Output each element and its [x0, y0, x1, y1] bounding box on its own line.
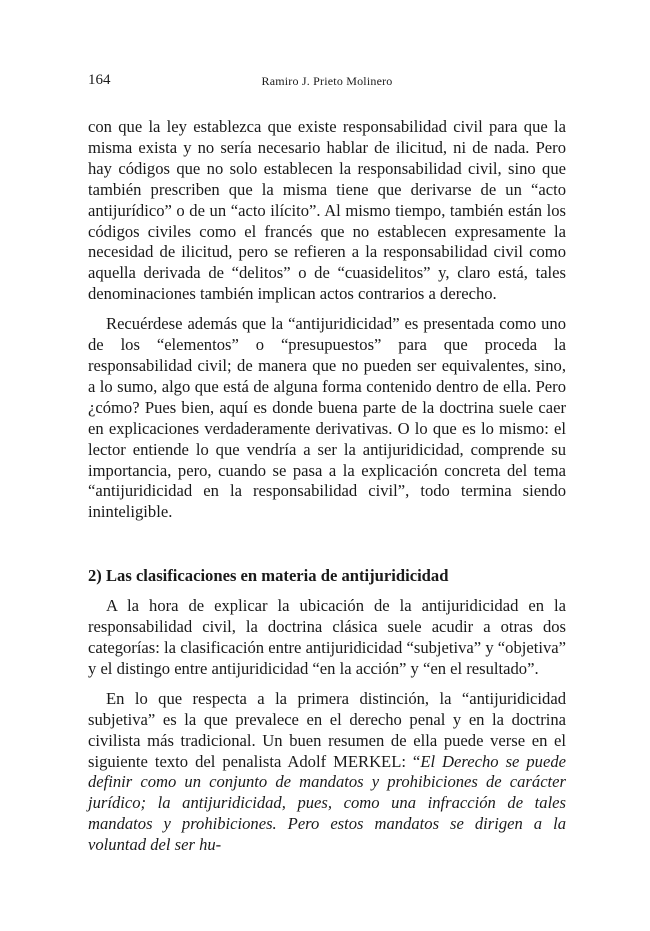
section-heading: 2) Las clasificaciones en materia de antijuridicidad — [88, 566, 449, 586]
merkel-quote: El Derecho se puede definir como un conjunto de mandatos y prohibiciones de carácter jurídico; la antijuridicidad, pues, como una infracción de tales mandatos y prohibiciones. Pero estos mandatos se dirigen a la voluntad del ser hu- — [88, 751, 567, 855]
page-header — [88, 72, 566, 92]
paragraph-4-text: En lo que respecta a la primera distinción, la “antijuridicidad subjetiva” es la que prevalece en el derecho penal y en la doctrina civilista más tradicional. Un buen resumen de ella puede verse en el siguiente texto del penalista Adolf MERKEL: “ — [88, 688, 566, 771]
running-head: Ramiro J. Prieto Molinero — [261, 74, 393, 88]
paragraph-4 — [88, 689, 566, 856]
page-number: 164 — [88, 72, 111, 88]
paragraph-3: A la hora de explicar la ubicación de la antijuridicidad en la responsabilidad civil, la doctrina clásica suele acudir a otras dos categorías: la clasificación entre antijuridicidad “subjetiva” y “objetiva” y el distingo entre antijuridicidad “en la acción” y “en el resultado”. — [88, 596, 566, 678]
body-text — [88, 117, 566, 856]
paragraph-1: con que la ley establezca que existe responsabilidad civil para que la misma exista y no sería necesario hablar de ilicitud, ni de nada. Pero hay códigos que no solo establecen la responsabilidad civil, sino que también prescriben que la misma tiene que derivarse de un “acto antijurídico” o de un “acto ilícito”. Al mismo tiempo, también están los códigos civiles como el francés que no establecen expresamente la necesidad de ilicitud, pero se refieren a la responsabilidad civil como aquella derivada de “delitos” o de “cuasidelitos” y, claro está, tales denominaciones también implican actos contrarios a derecho. — [88, 117, 566, 304]
paragraph-2: Recuérdese además que la “antijuridicidad” es presentada como uno de los “elementos” o “presupuestos” para que proceda la responsabilidad civil; de manera que no pueden ser equivalentes, sino, a lo sumo, algo que está de alguna forma contenido dentro de ella. Pero ¿cómo? Pues bien, aquí es donde buena parte de la doctrina suele caer en explicaciones verdaderamente derivativas. O lo que es lo mismo: el lector entiende lo que vendría a ser la antijuridicidad, comprende su importancia, pero, cuando se pasa a la explicación concreta del tema “antijuridicidad en la responsabilidad civil”, todo termina siendo ininteligible. — [88, 314, 566, 522]
